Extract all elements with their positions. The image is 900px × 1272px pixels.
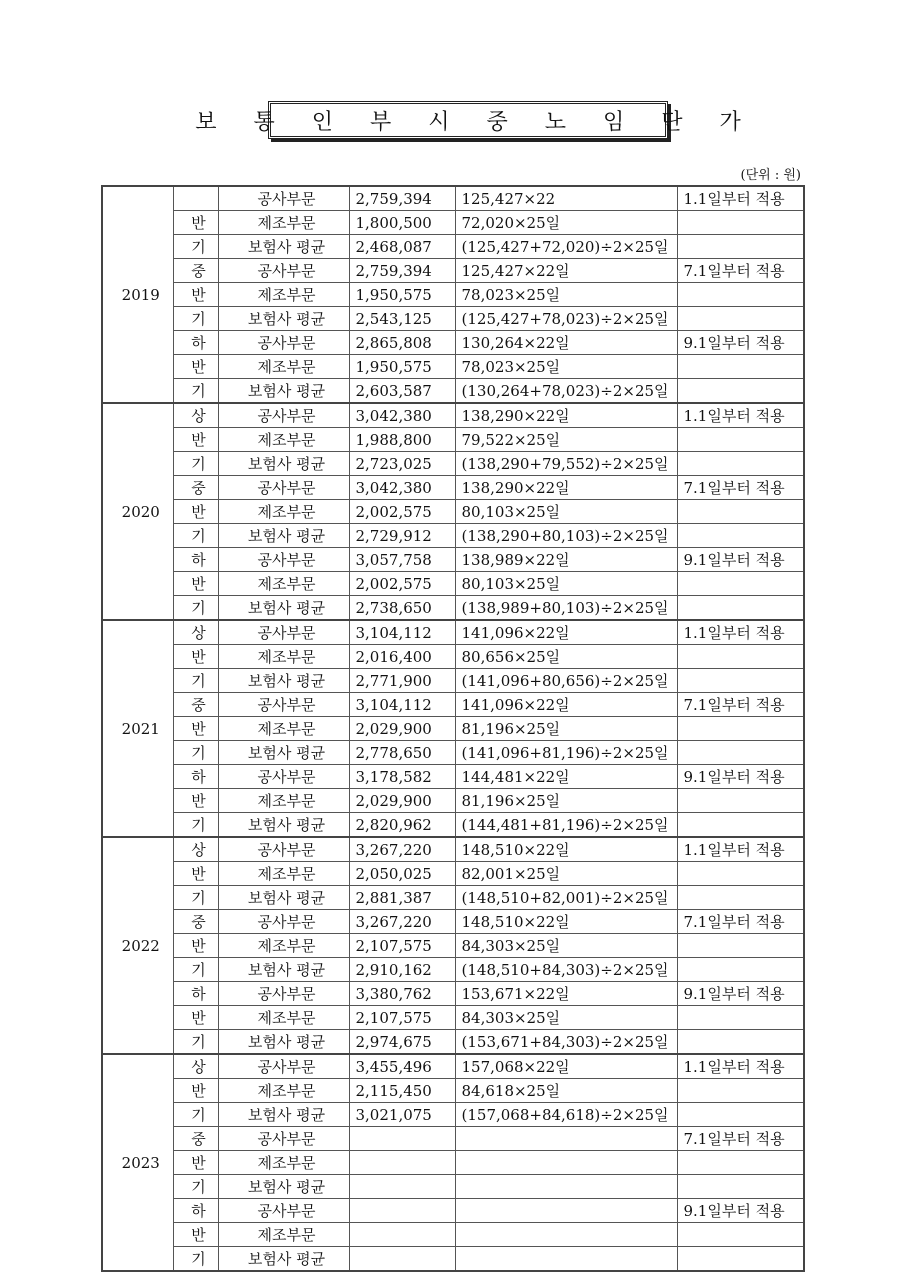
period-char-cell: 기 [173, 741, 218, 765]
year-cell: 2023 [102, 1054, 173, 1271]
category-cell: 공사부문 [218, 620, 349, 645]
formula-cell: 82,001×25일 [455, 862, 677, 886]
table-row [102, 910, 804, 934]
table-row [102, 620, 804, 645]
amount-cell: 3,021,075 [349, 1103, 455, 1127]
note-cell [677, 355, 804, 379]
note-cell: 1.1일부터 적용 [677, 620, 804, 645]
note-cell: 1.1일부터 적용 [677, 403, 804, 428]
category-cell: 제조부문 [218, 1079, 349, 1103]
period-char-cell: 기 [173, 958, 218, 982]
period-char-cell: 반 [173, 211, 218, 235]
category-cell: 공사부문 [218, 982, 349, 1006]
category-cell: 제조부문 [218, 1151, 349, 1175]
table-row [102, 283, 804, 307]
note-cell [677, 934, 804, 958]
table-row [102, 717, 804, 741]
category-cell: 제조부문 [218, 717, 349, 741]
table-row [102, 1151, 804, 1175]
table-row [102, 1247, 804, 1272]
category-cell: 보험사 평균 [218, 741, 349, 765]
category-cell: 보험사 평균 [218, 307, 349, 331]
note-cell [677, 1006, 804, 1030]
category-cell: 보험사 평균 [218, 235, 349, 259]
wage-table [101, 185, 805, 1272]
category-cell: 제조부문 [218, 500, 349, 524]
formula-cell: 144,481×22일 [455, 765, 677, 789]
period-char-cell: 기 [173, 886, 218, 910]
note-cell [677, 235, 804, 259]
note-cell: 9.1일부터 적용 [677, 765, 804, 789]
table-row [102, 1175, 804, 1199]
category-cell: 공사부문 [218, 910, 349, 934]
formula-cell: (138,290+79,552)÷2×25일 [455, 452, 677, 476]
period-char-cell: 반 [173, 717, 218, 741]
formula-cell [455, 1247, 677, 1272]
amount-cell: 2,050,025 [349, 862, 455, 886]
formula-cell [455, 1175, 677, 1199]
table-row [102, 355, 804, 379]
period-char-cell: 반 [173, 645, 218, 669]
period-char-cell: 기 [173, 1030, 218, 1055]
table-row [102, 476, 804, 500]
amount-cell: 2,543,125 [349, 307, 455, 331]
formula-cell: 153,671×22일 [455, 982, 677, 1006]
note-cell [677, 283, 804, 307]
table-row [102, 572, 804, 596]
note-cell [677, 428, 804, 452]
note-cell [677, 789, 804, 813]
formula-cell: 138,290×22일 [455, 403, 677, 428]
note-cell [677, 1223, 804, 1247]
formula-cell: (157,068+84,618)÷2×25일 [455, 1103, 677, 1127]
period-char-cell: 중 [173, 693, 218, 717]
period-char-cell: 중 [173, 259, 218, 283]
note-cell [677, 1030, 804, 1055]
document-title: 보 통 인 부 시 중 노 임 단 가 [195, 109, 756, 135]
note-cell [677, 645, 804, 669]
amount-cell [349, 1223, 455, 1247]
category-cell: 제조부문 [218, 283, 349, 307]
note-cell [677, 211, 804, 235]
year-cell: 2022 [102, 837, 173, 1054]
table-row [102, 1223, 804, 1247]
amount-cell: 2,029,900 [349, 789, 455, 813]
table-row [102, 982, 804, 1006]
category-cell: 보험사 평균 [218, 1103, 349, 1127]
amount-cell [349, 1175, 455, 1199]
table-row [102, 1079, 804, 1103]
formula-cell: 84,303×25일 [455, 934, 677, 958]
formula-cell: (144,481+81,196)÷2×25일 [455, 813, 677, 838]
period-char-cell: 기 [173, 1175, 218, 1199]
amount-cell: 3,104,112 [349, 693, 455, 717]
formula-cell: 84,303×25일 [455, 1006, 677, 1030]
note-cell [677, 886, 804, 910]
amount-cell: 2,002,575 [349, 500, 455, 524]
note-cell: 1.1일부터 적용 [677, 186, 804, 211]
table-row [102, 259, 804, 283]
table-row [102, 1127, 804, 1151]
formula-cell: (153,671+84,303)÷2×25일 [455, 1030, 677, 1055]
amount-cell: 2,974,675 [349, 1030, 455, 1055]
amount-cell: 2,107,575 [349, 934, 455, 958]
note-cell [677, 669, 804, 693]
category-cell: 보험사 평균 [218, 524, 349, 548]
table-row [102, 837, 804, 862]
table-row [102, 186, 804, 211]
amount-cell: 2,468,087 [349, 235, 455, 259]
note-cell [677, 813, 804, 838]
document-title-box [195, 101, 756, 139]
note-cell: 7.1일부터 적용 [677, 259, 804, 283]
table-row [102, 765, 804, 789]
amount-cell: 2,759,394 [349, 186, 455, 211]
formula-cell: 81,196×25일 [455, 717, 677, 741]
table-row [102, 862, 804, 886]
formula-cell: 125,427×22일 [455, 259, 677, 283]
category-cell: 공사부문 [218, 476, 349, 500]
amount-cell: 3,178,582 [349, 765, 455, 789]
note-cell [677, 596, 804, 621]
category-cell: 공사부문 [218, 693, 349, 717]
year-cell: 2020 [102, 403, 173, 620]
note-cell: 7.1일부터 적용 [677, 693, 804, 717]
note-cell [677, 307, 804, 331]
category-cell: 공사부문 [218, 403, 349, 428]
amount-cell: 3,042,380 [349, 476, 455, 500]
category-cell: 제조부문 [218, 572, 349, 596]
amount-cell: 2,881,387 [349, 886, 455, 910]
note-cell: 9.1일부터 적용 [677, 1199, 804, 1223]
period-char-cell: 기 [173, 669, 218, 693]
category-cell: 보험사 평균 [218, 669, 349, 693]
amount-cell [349, 1199, 455, 1223]
table-row [102, 1199, 804, 1223]
formula-cell: 141,096×22일 [455, 693, 677, 717]
formula-cell: 80,656×25일 [455, 645, 677, 669]
formula-cell: 79,522×25일 [455, 428, 677, 452]
amount-cell: 3,267,220 [349, 837, 455, 862]
category-cell: 보험사 평균 [218, 886, 349, 910]
formula-cell: 148,510×22일 [455, 837, 677, 862]
amount-cell: 2,759,394 [349, 259, 455, 283]
amount-cell: 2,002,575 [349, 572, 455, 596]
formula-cell: 80,103×25일 [455, 572, 677, 596]
period-char-cell: 상 [173, 403, 218, 428]
amount-cell: 2,778,650 [349, 741, 455, 765]
amount-cell: 2,865,808 [349, 331, 455, 355]
formula-cell: 78,023×25일 [455, 355, 677, 379]
category-cell: 공사부문 [218, 765, 349, 789]
note-cell: 7.1일부터 적용 [677, 910, 804, 934]
formula-cell: 78,023×25일 [455, 283, 677, 307]
note-cell: 1.1일부터 적용 [677, 837, 804, 862]
amount-cell: 2,723,025 [349, 452, 455, 476]
table-row [102, 1006, 804, 1030]
amount-cell: 2,738,650 [349, 596, 455, 621]
table-row [102, 1103, 804, 1127]
period-char-cell: 기 [173, 379, 218, 404]
formula-cell: (130,264+78,023)÷2×25일 [455, 379, 677, 404]
amount-cell: 1,800,500 [349, 211, 455, 235]
period-char-cell: 반 [173, 934, 218, 958]
note-cell [677, 741, 804, 765]
category-cell: 공사부문 [218, 548, 349, 572]
period-char-cell: 중 [173, 910, 218, 934]
period-char-cell: 상 [173, 620, 218, 645]
note-cell [677, 1103, 804, 1127]
period-char-cell: 중 [173, 476, 218, 500]
note-cell: 9.1일부터 적용 [677, 548, 804, 572]
category-cell: 제조부문 [218, 934, 349, 958]
amount-cell [349, 1151, 455, 1175]
category-cell: 보험사 평균 [218, 1247, 349, 1272]
table-row [102, 934, 804, 958]
table-row [102, 645, 804, 669]
table-row [102, 958, 804, 982]
period-char-cell: 하 [173, 765, 218, 789]
formula-cell [455, 1151, 677, 1175]
table-row [102, 235, 804, 259]
category-cell: 제조부문 [218, 789, 349, 813]
note-cell [677, 572, 804, 596]
period-char-cell: 상 [173, 837, 218, 862]
amount-cell: 2,107,575 [349, 1006, 455, 1030]
category-cell: 공사부문 [218, 1199, 349, 1223]
period-char-cell: 하 [173, 331, 218, 355]
period-char-cell: 하 [173, 1199, 218, 1223]
wage-table-body [102, 186, 804, 1271]
table-row [102, 1030, 804, 1055]
category-cell: 보험사 평균 [218, 1175, 349, 1199]
table-row [102, 813, 804, 838]
note-cell [677, 717, 804, 741]
formula-cell: 125,427×22 [455, 186, 677, 211]
note-cell [677, 1175, 804, 1199]
note-cell [677, 1079, 804, 1103]
period-char-cell: 반 [173, 1006, 218, 1030]
note-cell: 9.1일부터 적용 [677, 331, 804, 355]
category-cell: 제조부문 [218, 862, 349, 886]
table-row [102, 548, 804, 572]
period-char-cell: 기 [173, 524, 218, 548]
period-char-cell: 반 [173, 283, 218, 307]
table-row [102, 331, 804, 355]
year-cell: 2021 [102, 620, 173, 837]
formula-cell: 81,196×25일 [455, 789, 677, 813]
table-row [102, 693, 804, 717]
period-char-cell: 반 [173, 355, 218, 379]
table-row [102, 741, 804, 765]
formula-cell: 157,068×22일 [455, 1054, 677, 1079]
formula-cell: 130,264×22일 [455, 331, 677, 355]
amount-cell: 2,910,162 [349, 958, 455, 982]
formula-cell [455, 1223, 677, 1247]
category-cell: 공사부문 [218, 1054, 349, 1079]
period-char-cell: 하 [173, 548, 218, 572]
category-cell: 제조부문 [218, 645, 349, 669]
table-row [102, 524, 804, 548]
note-cell [677, 958, 804, 982]
formula-cell: 138,290×22일 [455, 476, 677, 500]
category-cell: 공사부문 [218, 837, 349, 862]
period-char-cell: 기 [173, 452, 218, 476]
amount-cell: 2,029,900 [349, 717, 455, 741]
formula-cell: (141,096+80,656)÷2×25일 [455, 669, 677, 693]
formula-cell: (138,290+80,103)÷2×25일 [455, 524, 677, 548]
note-cell [677, 1151, 804, 1175]
formula-cell: 72,020×25일 [455, 211, 677, 235]
note-cell [677, 524, 804, 548]
note-cell [677, 500, 804, 524]
note-cell: 1.1일부터 적용 [677, 1054, 804, 1079]
amount-cell: 2,729,912 [349, 524, 455, 548]
period-char-cell: 기 [173, 1103, 218, 1127]
amount-cell: 2,771,900 [349, 669, 455, 693]
period-char-cell: 반 [173, 862, 218, 886]
formula-cell: (138,989+80,103)÷2×25일 [455, 596, 677, 621]
note-cell [677, 452, 804, 476]
category-cell: 제조부문 [218, 211, 349, 235]
amount-cell: 3,104,112 [349, 620, 455, 645]
formula-cell: 84,618×25일 [455, 1079, 677, 1103]
table-row [102, 500, 804, 524]
period-char-cell: 반 [173, 500, 218, 524]
period-char-cell: 기 [173, 1247, 218, 1272]
unit-label: (단위 : 원) [740, 168, 801, 183]
formula-cell: (148,510+82,001)÷2×25일 [455, 886, 677, 910]
table-row [102, 379, 804, 404]
category-cell: 공사부문 [218, 331, 349, 355]
table-row [102, 886, 804, 910]
category-cell: 제조부문 [218, 1223, 349, 1247]
amount-cell [349, 1127, 455, 1151]
note-cell [677, 1247, 804, 1272]
table-row [102, 596, 804, 621]
note-cell: 7.1일부터 적용 [677, 476, 804, 500]
category-cell: 제조부문 [218, 355, 349, 379]
amount-cell: 2,016,400 [349, 645, 455, 669]
formula-cell: (125,427+78,023)÷2×25일 [455, 307, 677, 331]
table-row [102, 428, 804, 452]
period-char-cell: 반 [173, 789, 218, 813]
period-char-cell: 반 [173, 1151, 218, 1175]
period-char-cell: 기 [173, 813, 218, 838]
table-row [102, 669, 804, 693]
period-char-cell: 하 [173, 982, 218, 1006]
formula-cell: 141,096×22일 [455, 620, 677, 645]
table-row [102, 789, 804, 813]
formula-cell: 138,989×22일 [455, 548, 677, 572]
period-char-cell: 반 [173, 572, 218, 596]
amount-cell [349, 1247, 455, 1272]
year-cell: 2019 [102, 186, 173, 403]
period-char-cell: 반 [173, 1223, 218, 1247]
note-cell [677, 379, 804, 404]
amount-cell: 3,267,220 [349, 910, 455, 934]
table-row [102, 403, 804, 428]
category-cell: 공사부문 [218, 186, 349, 211]
amount-cell: 1,950,575 [349, 283, 455, 307]
formula-cell [455, 1127, 677, 1151]
category-cell: 공사부문 [218, 259, 349, 283]
table-row [102, 307, 804, 331]
category-cell: 보험사 평균 [218, 379, 349, 404]
category-cell: 제조부문 [218, 1006, 349, 1030]
amount-cell: 1,950,575 [349, 355, 455, 379]
amount-cell: 3,057,758 [349, 548, 455, 572]
table-row [102, 211, 804, 235]
period-char-cell: 기 [173, 596, 218, 621]
category-cell: 보험사 평균 [218, 452, 349, 476]
amount-cell: 1,988,800 [349, 428, 455, 452]
period-char-cell: 상 [173, 1054, 218, 1079]
category-cell: 보험사 평균 [218, 813, 349, 838]
period-char-cell: 반 [173, 1079, 218, 1103]
amount-cell: 3,380,762 [349, 982, 455, 1006]
formula-cell: 148,510×22일 [455, 910, 677, 934]
amount-cell: 2,603,587 [349, 379, 455, 404]
formula-cell [455, 1199, 677, 1223]
category-cell: 보험사 평균 [218, 1030, 349, 1055]
category-cell: 보험사 평균 [218, 958, 349, 982]
note-cell: 7.1일부터 적용 [677, 1127, 804, 1151]
amount-cell: 2,820,962 [349, 813, 455, 838]
category-cell: 제조부문 [218, 428, 349, 452]
note-cell [677, 862, 804, 886]
category-cell: 보험사 평균 [218, 596, 349, 621]
category-cell: 공사부문 [218, 1127, 349, 1151]
period-char-cell: 반 [173, 428, 218, 452]
period-char-cell: 기 [173, 307, 218, 331]
formula-cell: (148,510+84,303)÷2×25일 [455, 958, 677, 982]
period-char-cell: 중 [173, 1127, 218, 1151]
period-char-cell [173, 186, 218, 211]
formula-cell: 80,103×25일 [455, 500, 677, 524]
note-cell: 9.1일부터 적용 [677, 982, 804, 1006]
table-row [102, 452, 804, 476]
formula-cell: (125,427+72,020)÷2×25일 [455, 235, 677, 259]
table-row [102, 1054, 804, 1079]
amount-cell: 3,042,380 [349, 403, 455, 428]
amount-cell: 3,455,496 [349, 1054, 455, 1079]
period-char-cell: 기 [173, 235, 218, 259]
amount-cell: 2,115,450 [349, 1079, 455, 1103]
formula-cell: (141,096+81,196)÷2×25일 [455, 741, 677, 765]
